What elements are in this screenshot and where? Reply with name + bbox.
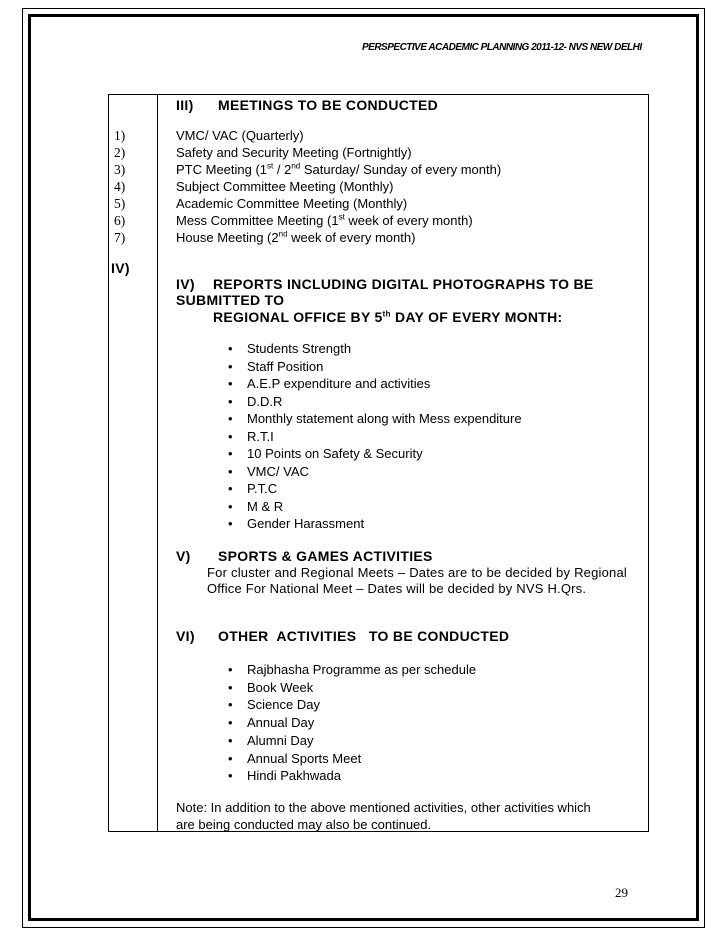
section4-title-line2: SUBMITTED TO: [176, 292, 285, 308]
meeting-number: 2): [114, 145, 126, 160]
section4-side-label: IV): [111, 260, 130, 276]
bullet-point: •: [228, 715, 233, 731]
bullet-point: •: [228, 376, 233, 391]
bullet-item: Book Week: [247, 679, 314, 695]
meeting-number: 6): [114, 213, 126, 228]
meeting-item-sup1: st: [338, 212, 345, 222]
meeting-item-post: Saturday/ Sunday of every month): [300, 162, 502, 177]
bullet-point: •: [228, 662, 233, 677]
table-column-divider: [157, 94, 158, 832]
bullet-item: 10 Points on Safety & Security: [247, 446, 423, 461]
meeting-item: [176, 162, 501, 178]
bullet-item: Hindi Pakhwada: [247, 768, 341, 784]
note-line1: Note: In addition to the above mentioned activities, other activities which: [176, 800, 591, 815]
meeting-item-pre: PTC Meeting (1: [176, 162, 268, 177]
meeting-item-sup1: st: [267, 161, 274, 171]
section5-title: SPORTS & GAMES ACTIVITIES: [218, 548, 433, 564]
bullet-point: •: [228, 516, 233, 531]
bullet-point: •: [228, 341, 233, 356]
bullet-item: Annual Day: [247, 715, 315, 731]
section4-title-line1: REPORTS INCLUDING DIGITAL PHOTOGRAPHS TO BE: [213, 276, 594, 292]
meeting-item-pre: Subject Committee Meeting (Monthly): [176, 179, 394, 194]
meeting-item: [176, 145, 412, 161]
bullet-point: •: [228, 732, 233, 748]
meeting-item-mid: / 2: [273, 162, 292, 177]
bullet-point: •: [228, 393, 233, 409]
meeting-item-sup2: nd: [291, 161, 301, 171]
section4-title-line3-rest: DAY OF EVERY MONTH:: [390, 309, 563, 325]
bullet-item: Annual Sports Meet: [247, 750, 362, 766]
meeting-item-pre: Safety and Security Meeting (Fortnightly): [176, 145, 412, 160]
meeting-item-mid: week of every month): [344, 213, 473, 228]
bullet-item: R.T.I: [247, 428, 274, 444]
section4-title-line3-text: REGIONAL OFFICE BY 5: [213, 309, 383, 325]
meeting-item: [176, 196, 407, 212]
bullet-item: Staff Position: [247, 358, 324, 374]
bullet-item: A.E.P expenditure and activities: [247, 376, 431, 391]
section5-roman: V): [176, 548, 191, 564]
bullet-point: •: [228, 446, 233, 461]
bullet-point: •: [228, 481, 233, 496]
meeting-number: 4): [114, 179, 126, 194]
bullet-point: •: [228, 463, 233, 479]
bullet-item: P.T.C: [247, 481, 278, 496]
meeting-number: 3): [114, 162, 126, 177]
meeting-number: 5): [114, 196, 126, 211]
section3-title: MEETINGS TO BE CONDUCTED: [218, 97, 439, 113]
bullet-item: Science Day: [247, 697, 320, 713]
page-number: 29: [615, 885, 628, 900]
section5-text: For cluster and Regional Meets – Dates are to be decided by Regional Office For National Meet – Dates will be decided by NVS H.Qrs.: [207, 565, 627, 596]
bullet-point: •: [228, 358, 233, 374]
meeting-item-pre: VMC/ VAC (Quarterly): [176, 128, 304, 143]
meeting-item: [176, 128, 304, 144]
bullet-item: Monthly statement along with Mess expenditure: [247, 411, 522, 426]
bullet-point: •: [228, 768, 233, 784]
bullet-point: •: [228, 411, 233, 426]
bullet-item: M & R: [247, 498, 284, 514]
bullet-item: Gender Harassment: [247, 516, 365, 531]
bullet-item: D.D.R: [247, 393, 283, 409]
meeting-number: 1): [114, 128, 126, 143]
bullet-item: VMC/ VAC: [247, 463, 309, 479]
bullet-item: Alumni Day: [247, 732, 314, 748]
bullet-point: •: [228, 428, 233, 444]
meeting-item-pre: House Meeting (2: [176, 230, 279, 245]
meeting-item: [176, 179, 393, 195]
bullet-point: •: [228, 498, 233, 514]
section4-title-line3-sup: th: [382, 309, 391, 319]
meeting-item-pre: Academic Committee Meeting (Monthly): [176, 196, 408, 211]
meeting-item: [176, 230, 415, 246]
bullet-item: Rajbhasha Programme as per schedule: [247, 662, 477, 677]
section3-roman: III): [176, 97, 194, 113]
bullet-item: Students Strength: [247, 341, 352, 356]
bullet-point: •: [228, 750, 233, 766]
meeting-item: [176, 213, 473, 229]
bullet-point: •: [228, 679, 233, 695]
section4-roman: IV): [176, 276, 195, 292]
running-header: PERSPECTIVE ACADEMIC PLANNING 2011-12- NVS NEW DELHI: [362, 42, 642, 53]
bullet-point: •: [228, 697, 233, 713]
meeting-item-pre: Mess Committee Meeting (1: [176, 213, 339, 228]
section6-roman: VI): [176, 628, 195, 644]
meeting-item-sup1: nd: [278, 229, 288, 239]
meeting-item-mid: week of every month): [287, 230, 416, 245]
note-line2: are being conducted may also be continued.: [176, 817, 432, 832]
meeting-number: 7): [114, 230, 126, 245]
section4-title-line3: [213, 309, 562, 325]
section6-title: OTHER ACTIVITIES TO BE CONDUCTED: [218, 628, 510, 644]
